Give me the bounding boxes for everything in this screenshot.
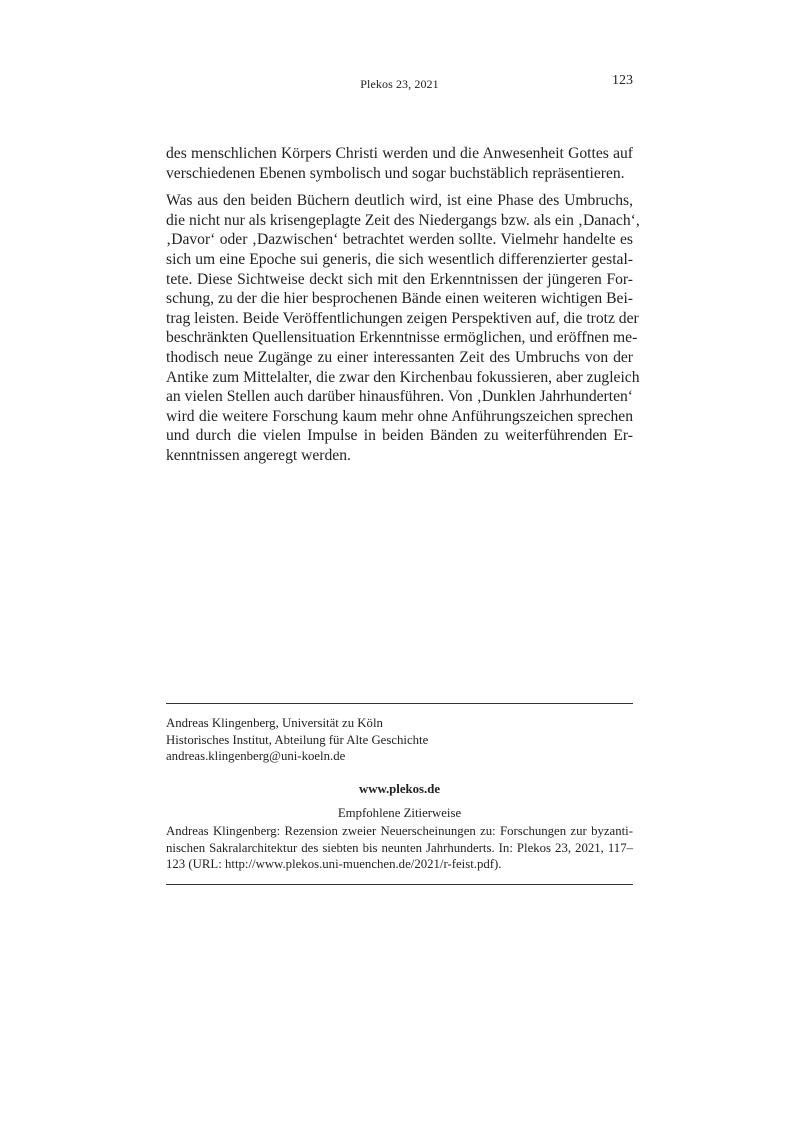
text-line: kenntnissen angeregt werden. [166,446,351,464]
text-line: beschränkten Quellensituation Erkenntnisse ermöglichen, und eröffnen me- [166,329,638,347]
citation [166,823,633,873]
text-line: des menschlichen Körpers Christi werden und die Anwesenheit Gottes auf [166,145,633,162]
author-name: Andreas Klingenberg, Universität zu Köln [166,716,383,730]
text-line: verschiedenen Ebenen symbolisch und sogar buchstäblich repräsentieren. [166,164,625,182]
citation-line: 123 (URL: http://www.plekos.uni-muenchen.de/2021/r-feist.pdf). [166,857,502,872]
text-line: und durch die vielen Impulse in beiden Bänden zu weiterführenden Er- [166,427,633,445]
text-line: an vielen Stellen auch darüber hinausführen. Von ‚Dunklen Jahrhunderten‘ [166,388,633,406]
text-line: sich um eine Epoche sui generis, die sich wesentlich differenzierter gestal- [166,250,633,268]
text-line: ‚Davor‘ oder ‚Dazwischen‘ betrachtet werden sollte. Vielmehr handelte es [166,231,633,249]
text-line: tete. Diese Sichtweise deckt sich mit den Erkenntnissen der jüngeren For- [166,270,633,288]
page-number: 123 [612,73,633,88]
citation-line: Andreas Klingenberg: Rezension zweier Neuerscheinungen zu: Forschungen zur byzanti- [166,824,633,838]
body-text [166,144,640,466]
text-line: trag leisten. Beide Veröffentlichungen zeigen Perspektiven auf, die trotz der [166,309,639,327]
text-line: wird die weitere Forschung kaum mehr ohne Anführungszeichen sprechen [166,407,633,425]
website-link[interactable]: www.plekos.de [358,782,441,796]
author-block [166,715,633,765]
text-line: Was aus den beiden Büchern deutlich wird, ist eine Phase des Umbruchs, [166,192,633,210]
citation-heading: Empfohlene Zitierweise [337,806,462,820]
paragraph-2 [166,191,640,465]
paragraph-1 [166,144,633,183]
author-email[interactable]: andreas.klingenberg@uni-koeln.de [166,749,346,763]
text-line: schung, zu der die hier besprochenen Bände einen weiteren wichtigen Bei- [166,290,633,308]
text-line: thodisch neue Zugänge zu einer interessanten Zeit des Umbruchs von der [166,348,633,366]
footer-rule-bottom [166,884,633,885]
author-institute: Historisches Institut, Abteilung für Alte Geschichte [166,732,429,747]
text-line: Antike zum Mittelalter, die zwar den Kirchenbau fokussieren, aber zugleich [166,368,640,386]
running-head: Plekos 23, 2021 [360,77,439,91]
citation-line: nischen Sakralarchitektur des siebten bis neunten Jahrhunderts. In: Plekos 23, 2021, 117– [166,840,633,855]
footer-rule-top [166,703,633,704]
text-line: die nicht nur als krisengeplagte Zeit des Niedergangs bzw. als ein ‚Danach‘, [166,211,640,229]
